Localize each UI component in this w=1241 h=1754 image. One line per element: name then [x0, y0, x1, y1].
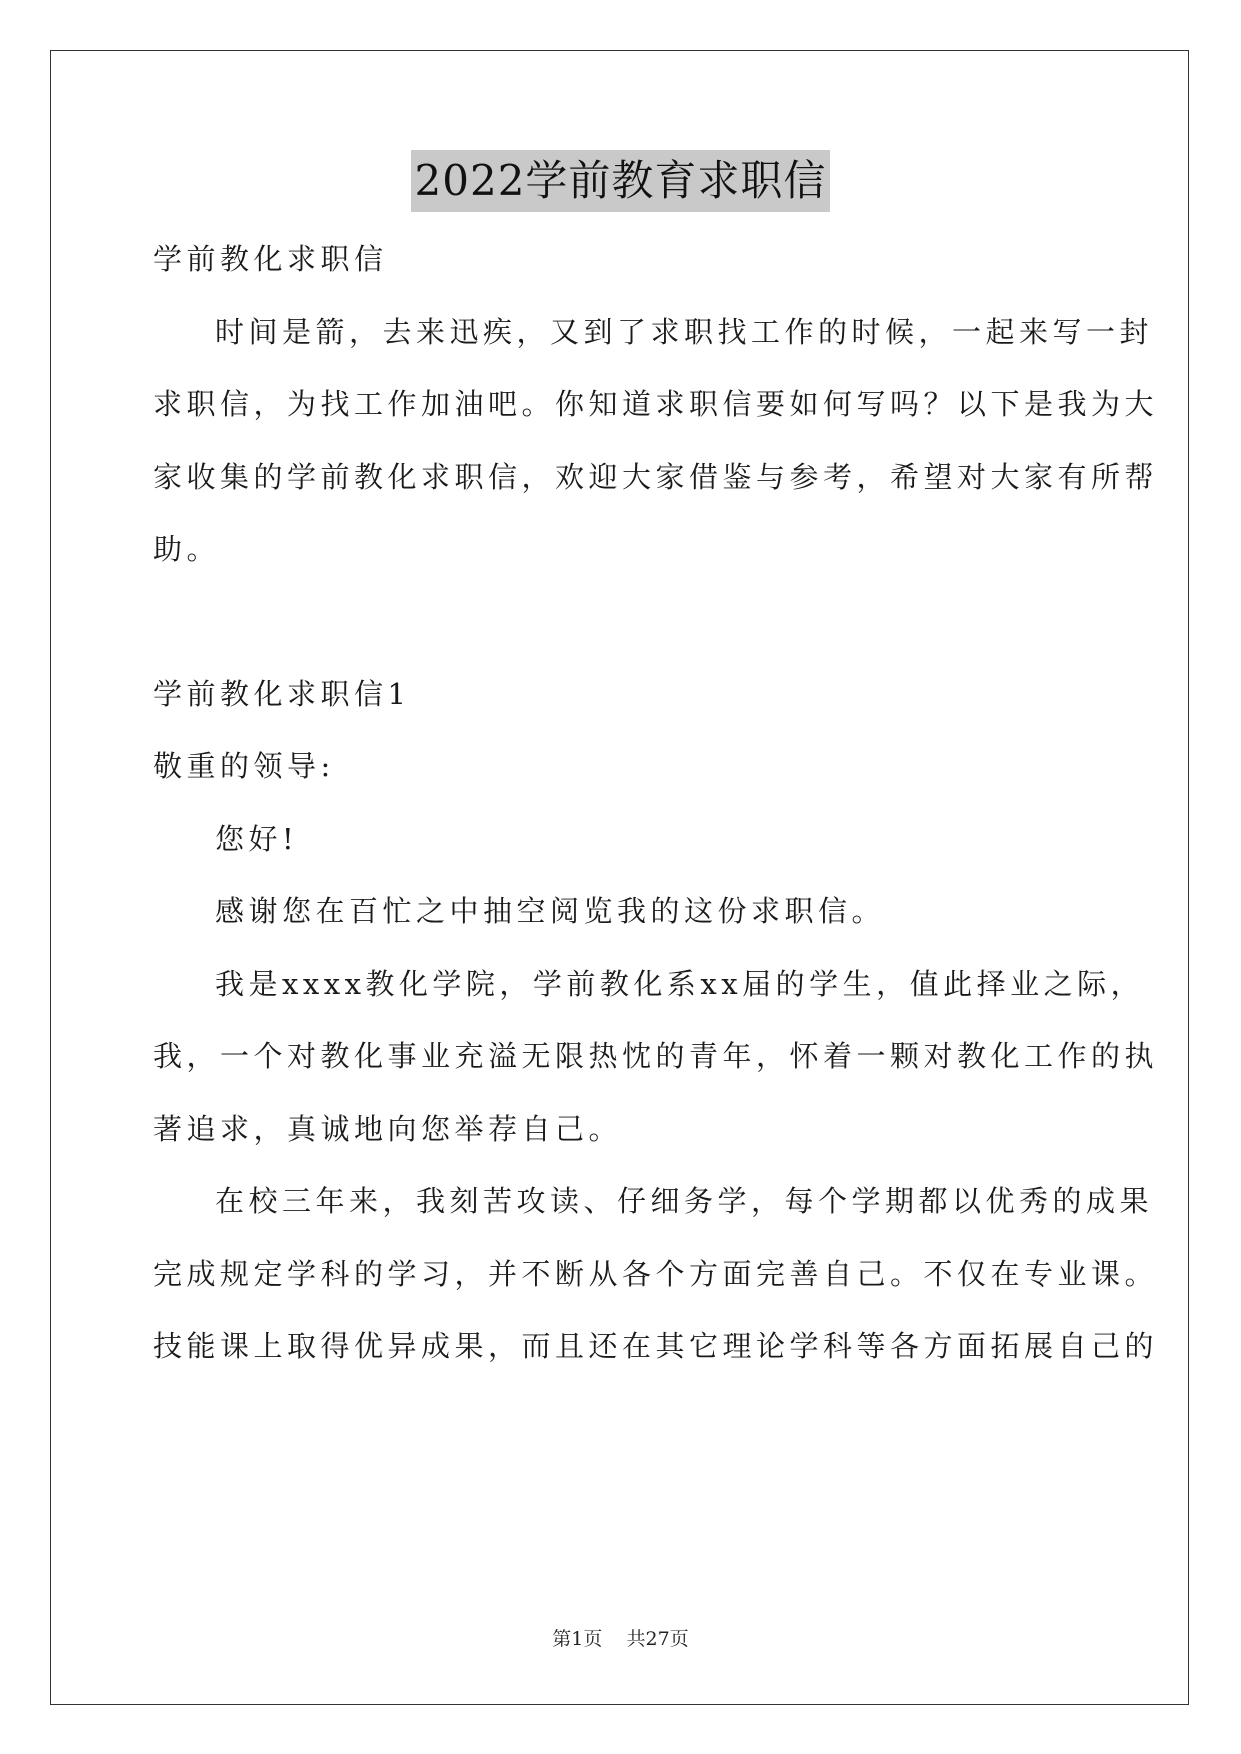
page-total: 共27页: [626, 1628, 689, 1650]
section-heading: 学前教化求职信: [153, 242, 388, 276]
paragraph-line: 助。: [153, 532, 221, 566]
paragraph-line: 技能课上取得优异成果，而且还在其它理论学科等各方面拓展自己的: [153, 1329, 1159, 1363]
title-container: [0, 150, 1241, 212]
paragraph-line: 我是xxxx教化学院，学前教化系xx届的学生，值此择业之际，: [215, 967, 1145, 1001]
paragraph-line: 感谢您在百忙之中抽空阅览我的这份求职信。: [215, 894, 886, 928]
paragraph-line: 我，一个对教化事业充溢无限热忱的青年，怀着一颗对教化工作的执: [153, 1039, 1159, 1073]
paragraph-line: 家收集的学前教化求职信，欢迎大家借鉴与参考，希望对大家有所帮: [153, 460, 1159, 494]
paragraph-line: 著追求，真诚地向您举荐自己。: [153, 1112, 623, 1146]
page-number: 第1页: [552, 1628, 603, 1650]
paragraph-line: 时间是箭，去来迅疾，又到了求职找工作的时候，一起来写一封: [215, 315, 1154, 349]
salutation: 敬重的领导:: [153, 749, 335, 783]
page-border: [50, 50, 1189, 1705]
paragraph-line: 求职信，为找工作加油吧。你知道求职信要如何写吗？以下是我为大: [153, 387, 1159, 421]
paragraph-line: 完成规定学科的学习，并不断从各个方面完善自己。不仅在专业课。: [153, 1257, 1159, 1291]
section-heading: 学前教化求职信1: [153, 677, 411, 711]
page-footer: [0, 1625, 1241, 1653]
greeting: 您好!: [215, 822, 299, 856]
document-title: 2022学前教育求职信: [411, 150, 831, 212]
paragraph-line: 在校三年来，我刻苦攻读、仔细务学，每个学期都以优秀的成果: [215, 1184, 1154, 1218]
